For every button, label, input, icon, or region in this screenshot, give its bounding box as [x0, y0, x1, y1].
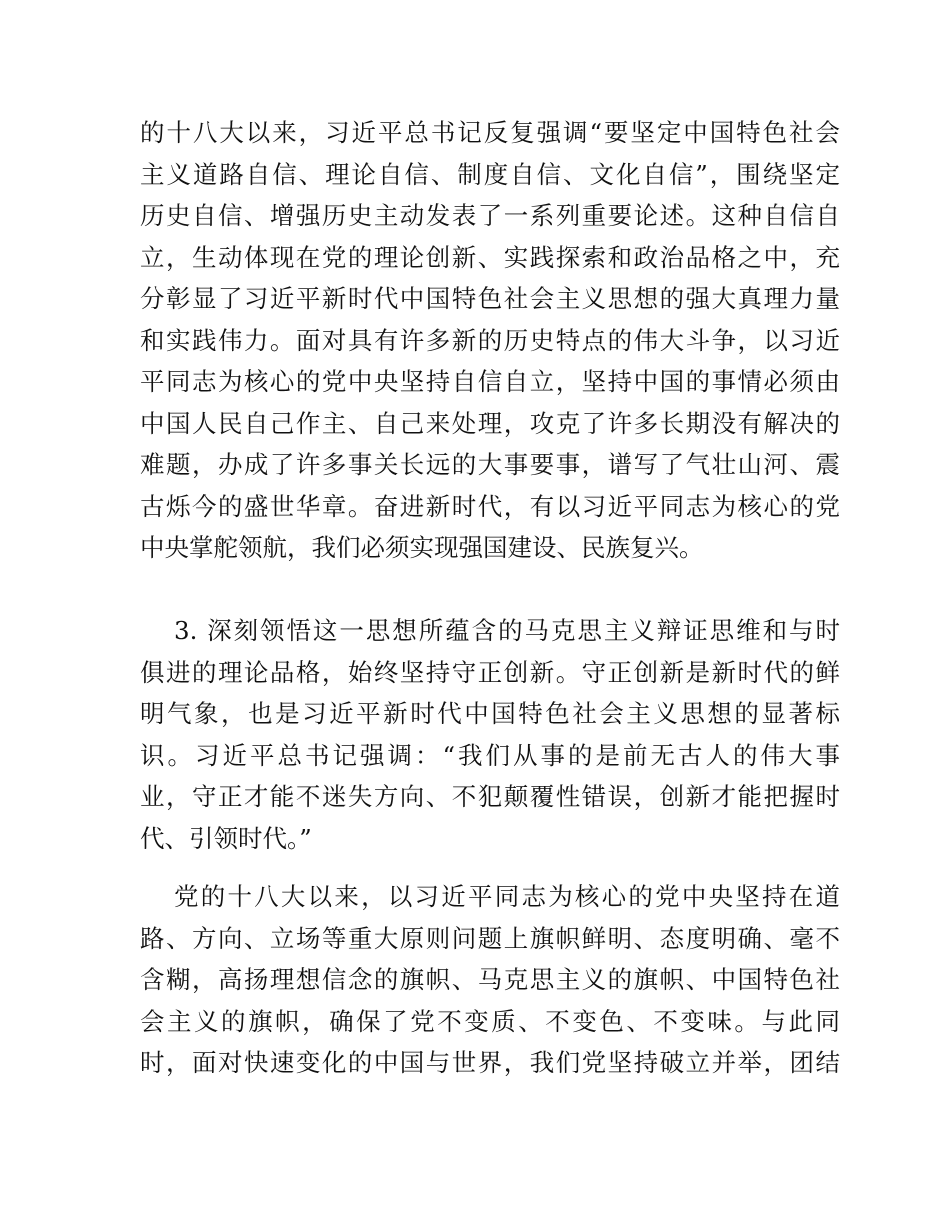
text-line-indented: 3. 深刻领悟这一思想所蕴含的马克思主义辩证思维和与时	[174, 616, 840, 645]
text-line: 明气象，也是习近平新时代中国特色社会主义思想的显著标	[140, 699, 840, 728]
text-line-indented: 党的十八大以来，以习近平同志为核心的党中央坚持在道	[174, 882, 840, 911]
text-line: 难题，办成了许多事关长远的大事要事，谱写了气壮山河、震	[140, 450, 840, 479]
text-line: 会主义的旗帜，确保了党不变质、不变色、不变味。与此同	[140, 1006, 840, 1036]
text-line: 的十八大以来，习近平总书记反复强调“要坚定中国特色社会	[140, 118, 840, 147]
text-line: 中国人民自己作主、自己来处理，攻克了许多长期没有解决的	[140, 408, 840, 438]
text-line: 和实践伟力。面对具有许多新的历史特点的伟大斗争，以习近	[140, 325, 840, 355]
text-line: 主义道路自信、理论自信、制度自信、文化自信”，围绕坚定	[140, 159, 840, 189]
text-line: 古烁今的盛世华章。奋进新时代，有以习近平同志为核心的党	[140, 491, 840, 521]
text-line: 业，守正才能不迷失方向、不犯颠覆性错误，创新才能把握时	[140, 782, 840, 811]
paragraph-1	[140, 112, 840, 569]
text-line: 代、引领时代。”	[140, 823, 312, 853]
text-line: 含糊，高扬理想信念的旗帜、马克思主义的旗帜、中国特色社	[140, 965, 840, 994]
text-line: 历史自信、增强历史主动发表了一系列重要论述。这种自信自	[140, 201, 840, 230]
text-line: 时，面对快速变化的中国与世界，我们党坚持破立并举，团结	[140, 1048, 840, 1077]
text-line: 分彰显了习近平新时代中国特色社会主义思想的强大真理力量	[140, 284, 840, 313]
paragraph-3	[140, 876, 840, 1084]
text-line: 俱进的理论品格，始终坚持守正创新。守正创新是新时代的鲜	[140, 657, 840, 687]
text-line: 平同志为核心的党中央坚持自信自立，坚持中国的事情必须由	[140, 367, 840, 396]
text-line: 识。习近平总书记强调：“我们从事的是前无古人的伟大事	[140, 740, 840, 770]
text-line: 中央掌舵领航，我们必须实现强国建设、民族复兴。	[140, 533, 704, 562]
text-line: 立，生动体现在党的理论创新、实践探索和政治品格之中，充	[140, 242, 840, 272]
paragraph-2	[140, 610, 840, 859]
text-line: 路、方向、立场等重大原则问题上旗帜鲜明、态度明确、毫不	[140, 923, 840, 953]
